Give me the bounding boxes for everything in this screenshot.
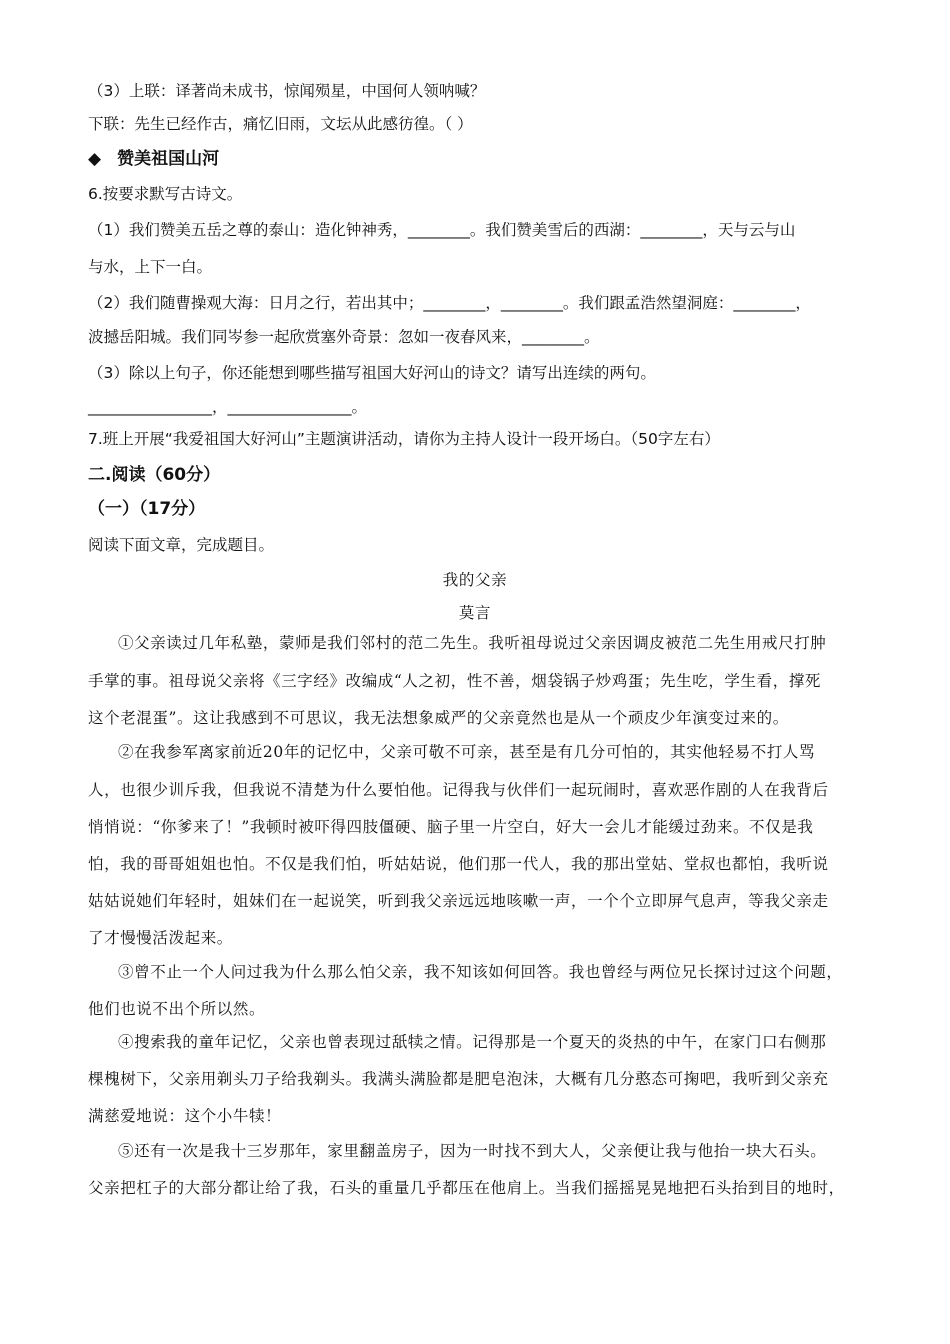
article-title: 我的父亲 <box>442 571 508 589</box>
paragraph-2-line: 人，也很少训斥我，但我说不清楚为什么要怕他。记得我与伙伴们一起玩闹时，喜欢恶作剧的人在我背后 <box>88 781 829 799</box>
paragraph-1-line: 这个老混蛋”。这让我感到不可思议，我无法想象威严的父亲竟然也是从一个顽皮少年演变过来的。 <box>88 709 789 727</box>
article-author: 莫言 <box>458 604 492 622</box>
q5-3-upper-couplet: （3）上联：译著尚未成书，惊闻殒星，中国何人领呐喊？ <box>88 82 486 100</box>
paragraph-2-line: 了才慢慢活泼起来。 <box>88 929 233 947</box>
q6-2-line-b: 波撼岳阳城。我们同岑参一起欣赏塞外奇景：忽如一夜春风来，________。 <box>88 328 600 346</box>
paragraph-2-line: ②在我参军离家前近20年的记忆中，父亲可敬不可亲，甚至是有几分可怕的，其实他轻易不打人骂 <box>118 743 816 761</box>
q5-3-lower-couplet: 下联：先生已经作古，痛忆旧雨，文坛从此感彷徨。（ ） <box>88 115 473 133</box>
paragraph-2-line: 悄悄说：“你爹来了！”我顿时被吓得四肢僵硬、脑子里一片空白，好大一会儿才能缓过劲来。不仅是我 <box>88 818 814 836</box>
q6-title: 6.按要求默写古诗文。 <box>88 185 243 203</box>
paragraph-4-line: 棵槐树下，父亲用剃头刀子给我剃头。我满头满脸都是肥皂泡沫，大概有几分憨态可掬吧，我听到父亲充 <box>88 1070 829 1088</box>
paragraph-2-line: 怕，我的哥哥姐姐也怕。不仅是我们怕，听姑姑说，他们那一代人，我的那出堂姑、堂叔也都怕，我听说 <box>88 855 829 873</box>
paragraph-5-line: ⑤还有一次是我十三岁那年，家里翻盖房子，因为一时找不到大人，父亲便让我与他抬一块大石头。 <box>118 1142 827 1160</box>
section-heading <box>88 149 219 169</box>
q6-1-line-b: 与水，上下一白。 <box>88 258 213 276</box>
paragraph-1-line: 手掌的事。祖母说父亲将《三字经》改编成“人之初，性不善，烟袋锅子炒鸡蛋；先生吃，学生看，撑死 <box>88 672 822 690</box>
part2-title: 二.阅读（60分） <box>88 465 221 485</box>
paragraph-5-line: 父亲把杠子的大部分都让给了我，石头的重量几乎都压在他肩上。当我们摇摇晃晃地把石头抬到目的地时， <box>88 1179 845 1197</box>
q6-3-answer-blanks: ________________，________________。 <box>88 398 368 416</box>
part2-subtitle: （一）（17分） <box>88 499 206 519</box>
paragraph-1-line: ①父亲读过几年私塾，蒙师是我们邻村的范二先生。我听祖母说过父亲因调皮被范二先生用戒尺打肿 <box>118 634 827 652</box>
q7-text: 7.班上开展“我爱祖国大好河山”主题演讲活动，请你为主持人设计一段开场白。（50字左右） <box>88 430 720 448</box>
section-title: 赞美祖国山河 <box>117 149 220 169</box>
q6-3-line-a: （3）除以上句子，你还能想到哪些描写祖国大好河山的诗文？请写出连续的两句。 <box>88 364 656 382</box>
diamond-bullet-icon: ◆ <box>88 149 102 169</box>
paragraph-3-line: ③曾不止一个人问过我为什么那么怕父亲，我不知该如何回答。我也曾经与两位兄长探讨过这个问题， <box>118 963 843 981</box>
part2-instruction: 阅读下面文章，完成题目。 <box>88 536 275 554</box>
q6-2-line-a: （2）我们随曹操观大海：日月之行，若出其中；________，________。我们跟孟浩然望洞庭：________， <box>88 294 811 312</box>
paragraph-3-line: 他们也说不出个所以然。 <box>88 1000 266 1018</box>
paragraph-4-line: 满慈爱地说：这个小牛犊！ <box>88 1107 282 1125</box>
q6-1-line-a: （1）我们赞美五岳之尊的泰山：造化钟神秀，________。我们赞美雪后的西湖：________，天与云与山 <box>88 221 796 239</box>
paragraph-2-line: 姑姑说她们年轻时，姐妹们在一起说笑，听到我父亲远远地咳嗽一声，一个个立即屏气息声，等我父亲走 <box>88 892 829 910</box>
paragraph-4-line: ④搜索我的童年记忆，父亲也曾表现过舐犊之情。记得那是一个夏天的炎热的中午，在家门口右侧那 <box>118 1033 827 1051</box>
